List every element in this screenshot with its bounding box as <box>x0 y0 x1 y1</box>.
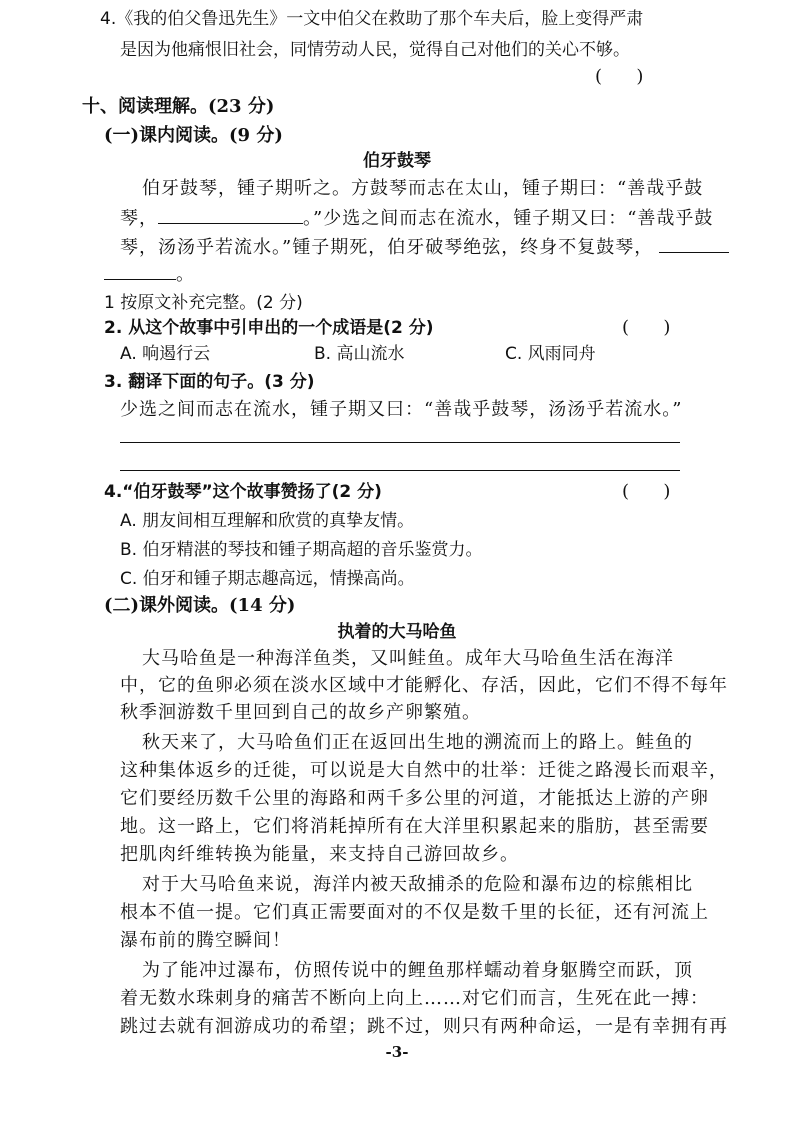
answer-line-2[interactable] <box>120 470 680 471</box>
question-2-option-b[interactable]: B. 高山流水 <box>314 344 405 364</box>
passage-2-line: 它们要经历数千公里的海路和两千多公里的河道，才能抵达上游的产卵 <box>120 788 709 809</box>
question-3: 3. 翻译下面的句子。(3 分) <box>104 372 315 392</box>
passage-2-line: 把肌肉纤维转换为能量，来支持自己游回故乡。 <box>120 844 519 865</box>
passage-2-line: 根本不值一提。它们真正需要面对的不仅是数千里的长征，还有河流上 <box>120 902 709 923</box>
question-2: 2. 从这个故事中引申出的一个成语是(2 分) <box>104 318 434 338</box>
passage-1-line-2-start: 琴， <box>120 208 158 229</box>
answer-line-1[interactable] <box>120 442 680 443</box>
prev-q4-line1: 4.《我的伯父鲁迅先生》一文中伯父在救助了那个车夫后，脸上变得严肃 <box>100 9 644 29</box>
passage-2-line: 中，它的鱼卵必须在淡水区域中才能孵化、存活，因此，它们不得不每年 <box>120 675 728 696</box>
section-10-heading: 十、阅读理解。(23 分) <box>82 96 275 117</box>
question-4-answer-paren[interactable]: ( ) <box>622 481 671 502</box>
answer-blank-2[interactable] <box>659 234 729 253</box>
passage-2-line: 对于大马哈鱼来说，海洋内被天敌捕杀的危险和瀑布边的棕熊相比 <box>142 874 693 895</box>
passage-2-line: 大马哈鱼是一种海洋鱼类，又叫鲑鱼。成年大马哈鱼生活在海洋 <box>142 648 674 669</box>
passage-2-line: 秋天来了，大马哈鱼们正在返回出生地的溯流而上的路上。鲑鱼的 <box>142 732 693 753</box>
prev-q4-answer-paren[interactable]: ( ) <box>595 66 644 87</box>
passage-2-line: 这种集体返乡的迁徙，可以说是大自然中的壮举：迁徙之路漫长而艰辛， <box>120 760 728 781</box>
passage-2-title: 执着的大马哈鱼 <box>337 622 457 642</box>
question-1: 1 按原文补充完整。(2 分) <box>104 293 303 313</box>
question-2-answer-paren[interactable]: ( ) <box>622 317 671 338</box>
answer-blank-1[interactable] <box>158 205 303 224</box>
passage-2-line: 着无数水珠刺身的痛苦不断向上向上……对它们而言，生死在此一搏： <box>120 988 709 1009</box>
passage-2-line: 地。这一路上，它们将消耗掉所有在大洋里积累起来的脂肪，甚至需要 <box>120 816 709 837</box>
passage-1-line-3-text: 琴，汤汤乎若流水。”锺子期死，伯牙破琴绝弦，终身不复鼓琴， <box>120 237 654 258</box>
answer-blank-3[interactable] <box>104 261 176 280</box>
page-number: -3- <box>385 1043 409 1061</box>
passage-1-title: 伯牙鼓琴 <box>363 151 431 171</box>
passage-1-line-4 <box>104 261 195 288</box>
question-4-option-a[interactable]: A. 朋友间相互理解和欣赏的真挚友情。 <box>120 511 415 531</box>
question-2-option-c[interactable]: C. 风雨同舟 <box>505 344 596 364</box>
part-1-heading: (一)课内阅读。(9 分) <box>104 125 283 146</box>
part-2-heading: (二)课外阅读。(14 分) <box>104 595 296 616</box>
passage-2-line: 瀑布前的腾空瞬间！ <box>120 930 291 951</box>
passage-2-line: 秋季洄游数千里回到自己的故乡产卵繁殖。 <box>120 702 481 723</box>
passage-1-line-2-end: 。”少选之间而志在流水，锺子期又曰：“善哉乎鼓 <box>303 208 714 229</box>
question-3-sentence: 少选之间而志在流水，锺子期又曰：“善哉乎鼓琴，汤汤乎若流水。” <box>120 399 683 420</box>
passage-1-line-1: 伯牙鼓琴，锺子期听之。方鼓琴而志在太山，锺子期曰：“善哉乎鼓 <box>142 178 704 199</box>
question-4: 4.“伯牙鼓琴”这个故事赞扬了(2 分) <box>104 482 382 502</box>
question-2-option-a[interactable]: A. 响遏行云 <box>120 344 211 364</box>
passage-1-line-2 <box>120 205 713 232</box>
question-4-option-b[interactable]: B. 伯牙精湛的琴技和锺子期高超的音乐鉴赏力。 <box>120 540 483 560</box>
passage-1-line-4-end: 。 <box>176 264 195 285</box>
passage-2-line: 为了能冲过瀑布，仿照传说中的鲤鱼那样蠕动着身躯腾空而跃，顶 <box>142 960 693 981</box>
passage-2-line: 跳过去就有洄游成功的希望；跳不过，则只有两种命运，一是有幸拥有再 <box>120 1016 728 1037</box>
prev-q4-line2: 是因为他痛恨旧社会，同情劳动人民，觉得自己对他们的关心不够。 <box>120 40 630 60</box>
passage-1-line-3 <box>120 234 729 261</box>
question-4-option-c[interactable]: C. 伯牙和锺子期志趣高远，情操高尚。 <box>120 569 415 589</box>
